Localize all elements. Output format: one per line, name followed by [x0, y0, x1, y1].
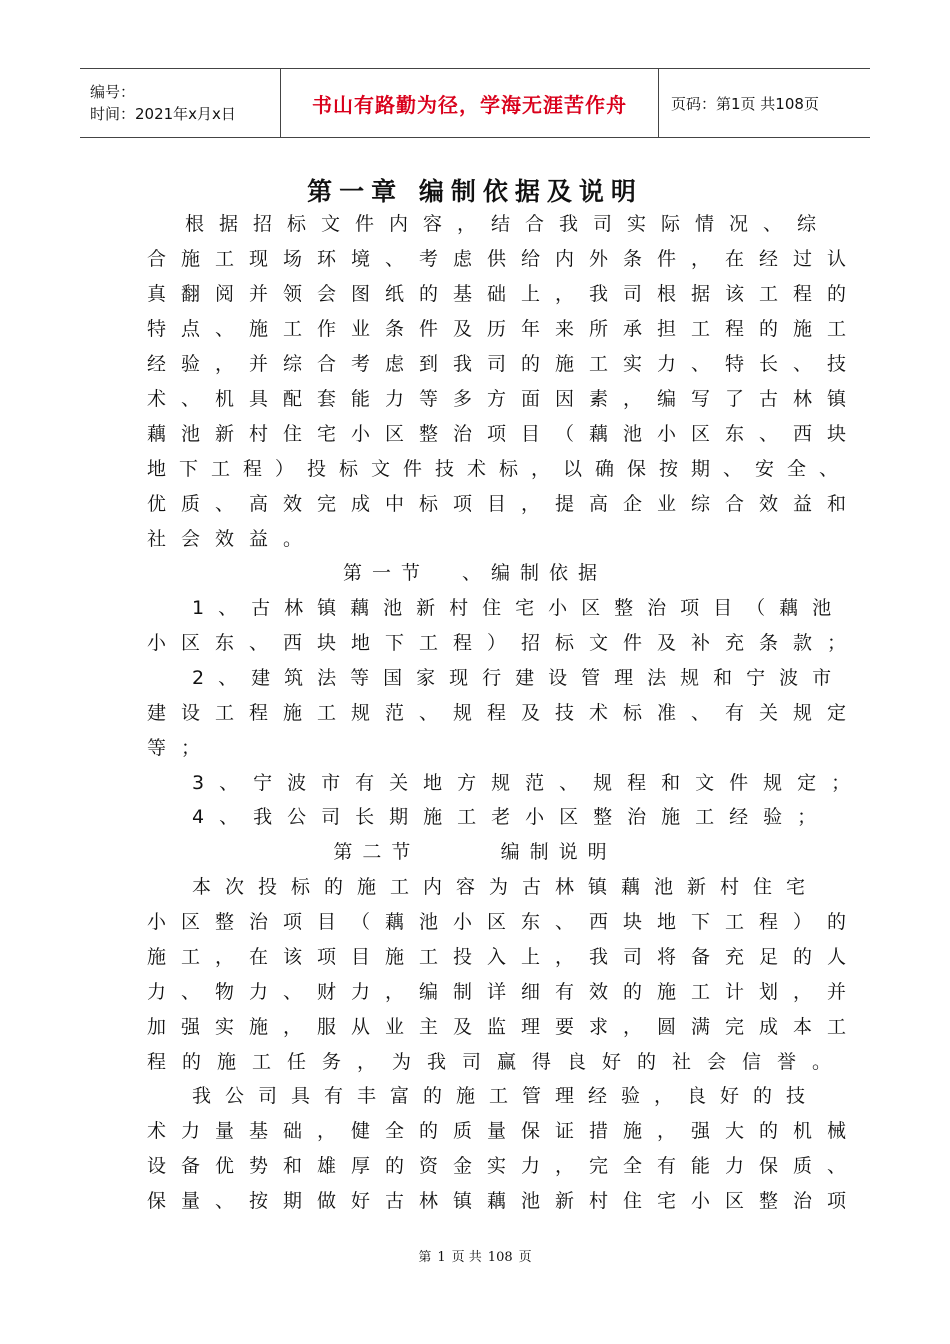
- document-header: [80, 68, 870, 138]
- body-line: 程的施工任务，为我司赢得良好的社会信誉。: [147, 1051, 848, 1073]
- footer-suffix: 页: [518, 1250, 532, 1265]
- body-line: 2、建筑法等国家现行建设管理法规和宁波市: [192, 667, 846, 689]
- body-line: 保量、按期做好古林镇藕池新村住宅小区整治项: [147, 1190, 862, 1212]
- body-line: 设备优势和雄厚的资金实力，完全有能力保质、: [147, 1155, 862, 1177]
- body-line: 加强实施，服从业主及监理要求，圆满完成本工: [147, 1016, 862, 1038]
- page-footer: [0, 1246, 950, 1265]
- body-line: 藕池新村住宅小区整治项目（藕池小区东、西块: [147, 423, 862, 445]
- body-line: 经验，并综合考虑到我司的施工实力、特长、技: [147, 353, 862, 375]
- body-line: 优质、高效完成中标项目，提高企业综合效益和: [147, 493, 862, 515]
- motto-text: 书山有路勤为径，学海无涯苦作舟: [312, 92, 627, 117]
- footer-total-pages: 108: [487, 1250, 513, 1265]
- footer-page-number: 1: [437, 1250, 446, 1265]
- body-line: 社会效益。: [147, 528, 318, 550]
- chapter-title: 第一章 编制依据及说明: [307, 177, 643, 206]
- footer-mid: 页 共: [451, 1250, 482, 1265]
- body-line: 地下工程）投标文件技术标，以确保按期、安全、: [147, 458, 852, 480]
- body-line: 3、宁波市有关地方规范、规程和文件规定；: [192, 772, 866, 794]
- body-line: 施工，在该项目施工投入上，我司将备充足的人: [147, 946, 862, 968]
- body-line: 小区东、西块地下工程）招标文件及补充条款；: [147, 632, 862, 654]
- body-line: 根据招标文件内容，结合我司实际情况、综: [185, 213, 832, 235]
- header-meta: [80, 69, 281, 137]
- section-title-1: 第一节 、编制依据: [342, 562, 608, 584]
- header-page-info: [659, 69, 870, 137]
- page-info-text: 页码：第1页 共108页: [671, 94, 819, 113]
- body-line: 特点、施工作业条件及历年来所承担工程的施工: [147, 318, 862, 340]
- body-line: 合施工现场环境、考虑供给内外条件，在经过认: [147, 248, 862, 270]
- body-line: 真翻阅并领会图纸的基础上，我司根据该工程的: [147, 283, 862, 305]
- number-label: 编号：: [90, 83, 136, 101]
- body-line: 等；: [147, 737, 216, 759]
- body-line: 术力量基础，健全的质量保证措施，强大的机械: [147, 1120, 862, 1142]
- section-title-2: 第二节 编制说明: [333, 841, 617, 863]
- body-line: 4、我公司长期施工老小区整治施工经验；: [192, 806, 832, 828]
- body-line: 力、物力、财力，编制详细有效的施工计划，并: [147, 981, 862, 1003]
- date-label: 时间：2021年x月x日: [90, 105, 236, 123]
- body-line: 术、机具配套能力等多方面因素，编写了古林镇: [147, 388, 862, 410]
- footer-prefix: 第: [418, 1250, 432, 1265]
- body-line: 1、古林镇藕池新村住宅小区整治项目（藕池: [192, 597, 846, 619]
- body-line: 小区整治项目（藕池小区东、西块地下工程）的: [147, 911, 862, 933]
- body-line: 我公司具有丰富的施工管理经验，良好的技: [192, 1085, 820, 1107]
- body-line: 建设工程施工规范、规程及技术标准、有关规定: [147, 702, 862, 724]
- body-line: 本次投标的施工内容为古林镇藕池新村住宅: [192, 876, 820, 898]
- header-motto: [281, 69, 659, 137]
